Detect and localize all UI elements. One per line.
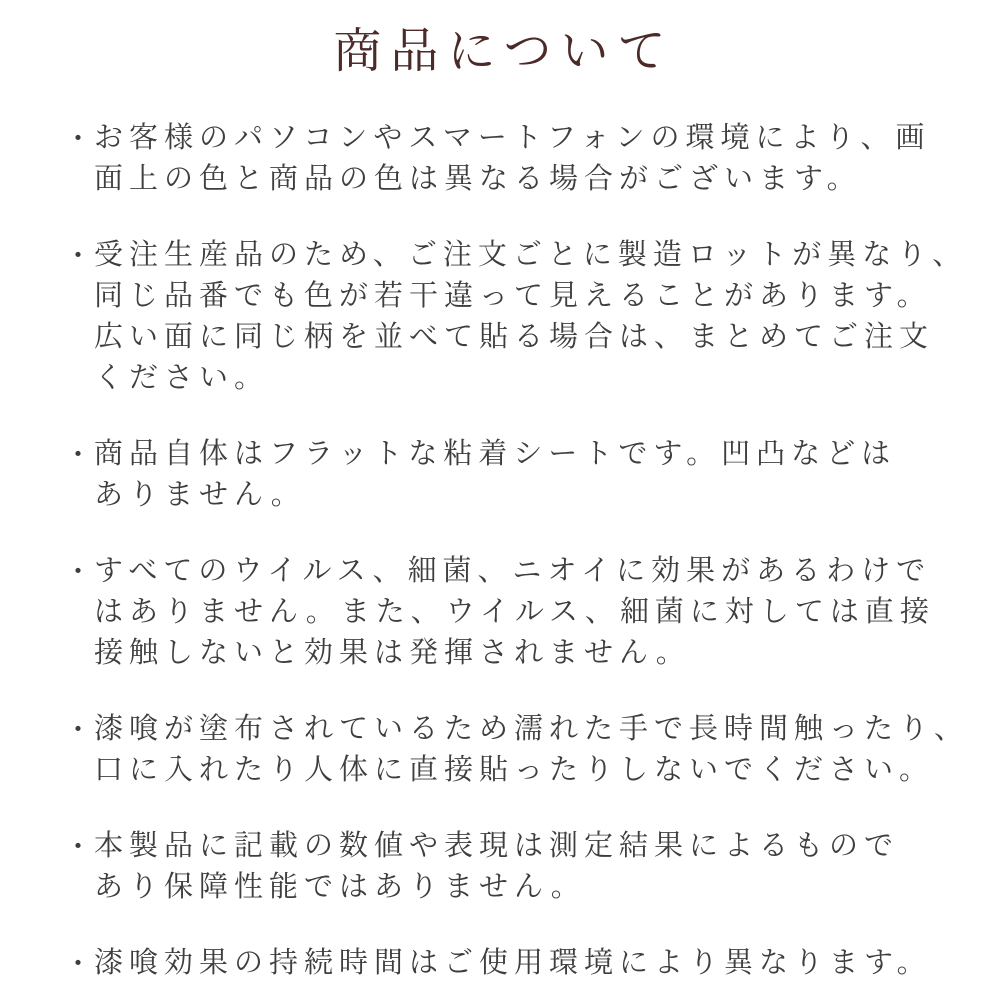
note-line: 面上の色と商品の色は異なる場合がございます。 [94, 163, 862, 195]
note-item-virus-effect [64, 551, 944, 674]
note-line: お客様のパソコンやスマートフォンの環境により、画 [94, 122, 931, 154]
note-line: 本製品に記載の数値や表現は測定結果によるもので [94, 830, 900, 862]
note-text [94, 235, 967, 399]
bullet-dot-icon: ・ [64, 556, 93, 587]
note-text [94, 826, 944, 908]
note-line: はありません。また、ウイルス、細菌に対しては直接 [94, 596, 935, 628]
note-item-production-lot [64, 235, 968, 399]
note-line: 接触しないと効果は発揮されません。 [94, 637, 691, 669]
note-text [94, 709, 969, 791]
note-line: ありません。 [94, 479, 306, 511]
note-line: 受注生産品のため、ご注文ごとに製造ロットが異なり、 [94, 239, 968, 271]
note-line: ください。 [94, 362, 270, 394]
bullet-dot-icon: ・ [64, 240, 93, 271]
note-item-plaster-handling [64, 709, 970, 791]
notes-list [64, 118, 970, 984]
note-item-flat-sheet [64, 434, 944, 516]
note-item-display-colors [64, 118, 944, 200]
bullet-dot-icon: ・ [64, 714, 93, 745]
note-text [94, 943, 944, 984]
note-item-measured-values [64, 826, 944, 908]
note-line: 商品自体はフラットな粘着シートです。凹凸などは [94, 438, 897, 470]
note-line: 口に入れたり人体に直接貼ったりしないでください。 [94, 754, 935, 786]
note-line: あり保障性能ではありません。 [94, 871, 586, 903]
bullet-dot-icon: ・ [64, 948, 93, 979]
note-line: 漆喰効果の持続時間はご使用環境により異なります。 [94, 947, 932, 979]
note-text [94, 551, 944, 674]
bullet-dot-icon: ・ [64, 123, 93, 154]
note-line: 広い面に同じ柄を並べて貼る場合は、まとめてご注文 [94, 321, 935, 353]
bullet-dot-icon: ・ [64, 831, 93, 862]
note-line: 漆喰が塗布されているため濡れた手で長時間触ったり、 [94, 713, 970, 745]
bullet-dot-icon: ・ [64, 439, 93, 470]
note-text [94, 434, 944, 516]
note-item-effect-duration [64, 943, 944, 984]
note-text [94, 118, 944, 200]
page-title: 商品について [333, 25, 675, 78]
note-line: すべてのウイルス、細菌、ニオイに効果があるわけで [94, 555, 932, 587]
note-line: 同じ品番でも色が若干違って見えることがあります。 [94, 280, 932, 312]
